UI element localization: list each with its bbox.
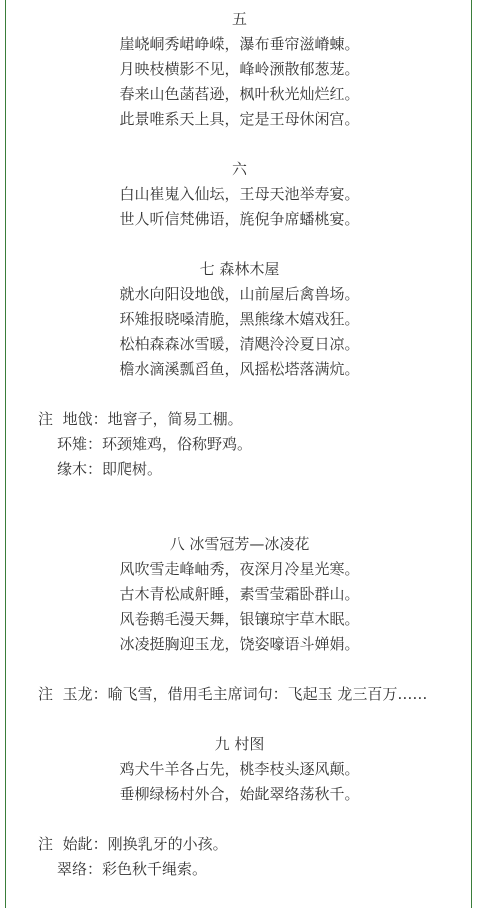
note-text: 彩色秋千绳索。 [102, 860, 208, 878]
poem-line: 冰凌挺胸迎玉龙，饶姿嚎语斗婵娟。 [119, 635, 360, 653]
note-line: 注 始龀：刚换乳牙的小孩。 [38, 835, 228, 853]
note-text: 喻飞雪，借用毛主席词句：飞起玉 龙三百万…… [107, 685, 428, 703]
poem-line: 春来山色菡萏逊，枫叶秋光灿烂红。 [119, 85, 360, 103]
note-term: 始龀 [62, 835, 93, 853]
note-text: 刚换乳牙的小孩。 [107, 835, 228, 853]
note-line: 翠络：彩色秋千绳索。 [57, 860, 208, 878]
note-line: 缘木：即爬树。 [57, 460, 163, 478]
poem-line: 檐水滴溪瓢舀鱼，风摇松塔落满炕。 [119, 360, 360, 378]
note-line: 环雉：环颈雉鸡，俗称野鸡。 [57, 435, 253, 453]
note-text: 环颈雉鸡，俗称野鸡。 [102, 435, 253, 453]
poem-line: 风吹雪走峰岫秀，夜深月冷星光寒。 [119, 560, 360, 578]
poem-line: 崖峣峒秀峮峥嵘，瀑布垂帘滋嵴蝀。 [119, 35, 360, 53]
note-term: 环雉 [57, 435, 88, 453]
note-text: 即爬树。 [102, 460, 163, 478]
note-term: 翠络 [57, 860, 88, 878]
note-prefix: 注 [38, 410, 54, 428]
poem-line: 白山崔嵬入仙坛，王母天池举寿宴。 [119, 185, 360, 203]
note-line: 注 玉龙：喻飞雪，借用毛主席词句：飞起玉 龙三百万…… [38, 685, 428, 703]
poem-line: 松柏森森冰雪暖，清飓泠泠夏日凉。 [119, 335, 360, 353]
poem-line: 月映枝横影不见，峰岭滪散郁葱茏。 [119, 60, 360, 78]
note-text: 地窨子，简易工棚。 [107, 410, 243, 428]
note-term: 地戗 [62, 410, 93, 428]
note-prefix: 注 [38, 835, 54, 853]
poem-line: 世人听信梵佛语，旄倪争席蟠桃宴。 [119, 210, 360, 228]
poem-line: 就水向阳设地戗，山前屋后禽兽场。 [119, 285, 360, 303]
poem-line: 鸡犬牛羊各占先，桃李枝头逐风颠。 [119, 760, 360, 778]
note-term: 玉龙 [62, 685, 93, 703]
poem-line: 风卷鹅毛漫天舞，银镶琼宇草木眠。 [119, 610, 360, 628]
section-8-title: 八 冰雪冠芳—冰凌花 [169, 535, 310, 553]
note-term: 缘木 [57, 460, 88, 478]
note-prefix: 注 [38, 685, 54, 703]
section-9-title: 九 村图 [214, 735, 265, 753]
section-7-title: 七 森林木屋 [199, 260, 280, 278]
note-line: 注 地戗：地窨子，简易工棚。 [38, 410, 243, 428]
section-5-title: 五 [231, 10, 247, 28]
poem-line: 环雉报晓嗓清脆，黑熊缘木嬉戏狂。 [119, 310, 360, 328]
poem-line: 垂柳绿杨村外合，始龀翠络荡秋千。 [119, 785, 360, 803]
poem-line: 此景唯系天上具，定是王母休闲宫。 [119, 110, 360, 128]
poem-line: 古木青松咸鼾睡，素雪莹霜卧群山。 [119, 585, 360, 603]
section-6-title: 六 [231, 160, 247, 178]
